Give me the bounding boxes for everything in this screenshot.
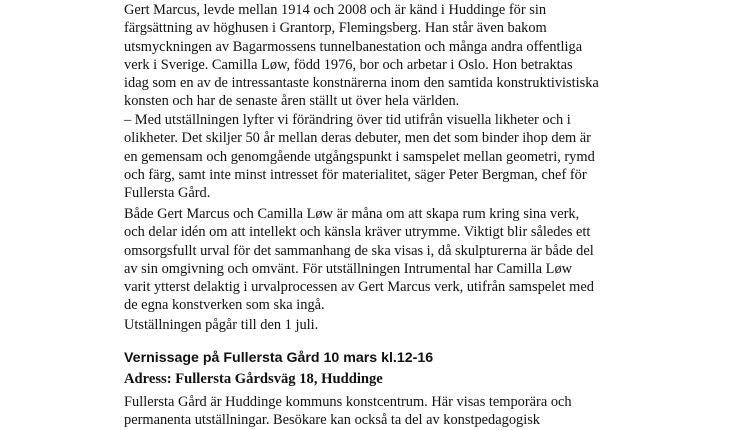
text-line: permanenta utställningar. Besökare kan också ta del av konstpedagogisk bbox=[124, 412, 541, 429]
paragraph-space bbox=[124, 205, 604, 315]
text-line: och delar idén om att intellekt och känsla kräver utrymme. Viktigt blir således ett bbox=[124, 224, 591, 241]
text-line: de egna konstverken som ska ingå. bbox=[124, 297, 325, 314]
paragraph-artists bbox=[124, 1, 604, 111]
paragraph-about bbox=[124, 393, 604, 430]
text-line: Fullersta Gård är Huddinge kommuns konstcentrum. Här visas temporära och bbox=[124, 394, 572, 410]
text-line: Gert Marcus, levde mellan 1914 och 2008 och är känd i Huddinge för sin bbox=[124, 2, 547, 18]
text-line: Fullersta Gård. bbox=[124, 185, 211, 202]
vernissage-heading: Vernissage på Fullersta Gård 10 mars kl.12-16 bbox=[124, 350, 434, 366]
text-line: idag som en av de intressantaste konstnärerna inom den samtida konstruktivistiska bbox=[124, 75, 599, 92]
text-line: utsmyckningen av Bagarmossens tunnelbanestation och många andra offentliga bbox=[124, 38, 583, 55]
text-line: Utställningen pågår till den 1 juli. bbox=[124, 317, 319, 333]
text-line: verk i Sverige. Camilla Løw, född 1976, bor och arbetar i Oslo. Hon betraktas bbox=[124, 56, 573, 73]
text-line: och färg, samt inte minst intresset för materialitet, säger Peter Bergman, chef för bbox=[124, 166, 587, 183]
text-line: olikheter. Det skiljer 50 år mellan deras debuter, men det som binder ihop dem är bbox=[124, 130, 591, 147]
text-line: av sin omgivning och omvänt. För utställningen Intrumental har Camilla Løw bbox=[124, 260, 573, 277]
text-line: en gemensam och genomgående utgångspunkt i samspelet mellan geometri, rymd bbox=[124, 148, 595, 165]
text-line: omsorgsfullt urval för det sammanhang de ska visas i, då skulpturerna är både del bbox=[124, 242, 594, 259]
paragraph-dates bbox=[124, 316, 604, 334]
text-line: konsten och har de senaste åren ställt ut över hela världen. bbox=[124, 93, 460, 110]
text-line: färgsättning av höghusen i Grantorp, Flemingsberg. Han står även bakom bbox=[124, 20, 547, 37]
text-line: Både Gert Marcus och Camilla Løw är måna om att skapa rum kring sina verk, bbox=[124, 206, 580, 222]
address-heading: Adress: Fullersta Gårdsväg 18, Huddinge bbox=[124, 371, 383, 387]
paragraph-quote bbox=[124, 111, 604, 202]
text-line: varit ytterst delaktig i urvalprocessen av Gert Marcus verk, utifrån samspelet med bbox=[124, 279, 594, 296]
text-line: – Med utställningen lyfter vi förändring över tid utifrån visuella likheter och i bbox=[124, 112, 571, 128]
